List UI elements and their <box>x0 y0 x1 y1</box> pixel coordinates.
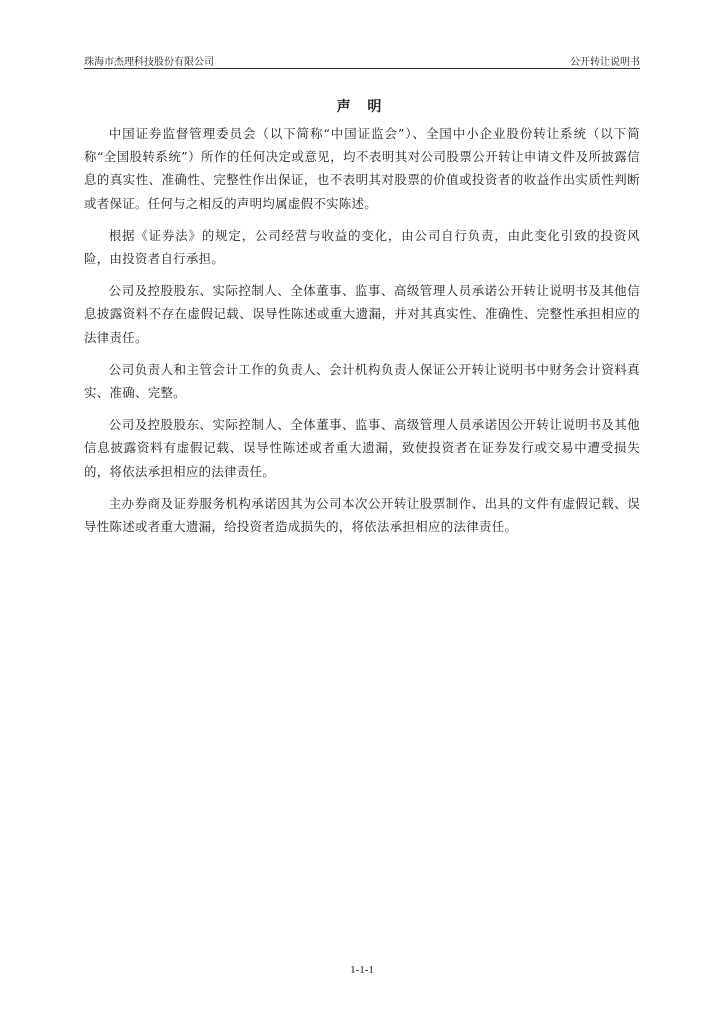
paragraph-4: 公司负责人和主管会计工作的负责人、会计机构负责人保证公开转让说明书中财务会计资料真实、准确、完整。 <box>84 361 640 401</box>
page-title: 声 明 <box>336 99 388 115</box>
paragraph-3: 公司及控股股东、实际控制人、全体董事、监事、高级管理人员承诺公开转让说明书及其他信息披露资料不存在虚假记载、误导性陈述或重大遗漏，并对其真实性、准确性、完整性承担相应的法律责任。 <box>84 283 640 345</box>
declaration-body <box>84 122 640 547</box>
header-company-name: 珠海市杰理科技股份有限公司 <box>84 57 214 68</box>
header-document-type: 公开转让说明书 <box>570 57 640 68</box>
page-header <box>84 50 640 69</box>
paragraph-6: 主办券商及证券服务机构承诺因其为公司本次公开转让股票制作、出具的文件有虚假记载、误导性陈述或者重大遗漏，给投资者造成损失的，将依法承担相应的法律责任。 <box>84 495 640 535</box>
page-number: 1-1-1 <box>350 964 374 976</box>
paragraph-2: 根据《证券法》的规定，公司经营与收益的变化，由公司自行负责，由此变化引致的投资风险，由投资者自行承担。 <box>84 227 640 267</box>
paragraph-5: 公司及控股股东、实际控制人、全体董事、监事、高级管理人员承诺因公开转让说明书及其他信息披露资料有虚假记载、误导性陈述或者重大遗漏，致使投资者在证券发行或交易中遭受损失的，将依法承担相应的法律责任。 <box>84 417 640 479</box>
paragraph-1: 中国证券监督管理委员会（以下简称“中国证监会”）、全国中小企业股份转让系统（以下简称“全国股转系统”）所作的任何决定或意见，均不表明其对公司股票公开转让申请文件及所披露信息的真实性、准确性、完整性作出保证，也不表明其对股票的价值或投资者的收益作出实质性判断或者保证。任何与之相反的声明均属虚假不实陈述。 <box>84 126 640 211</box>
